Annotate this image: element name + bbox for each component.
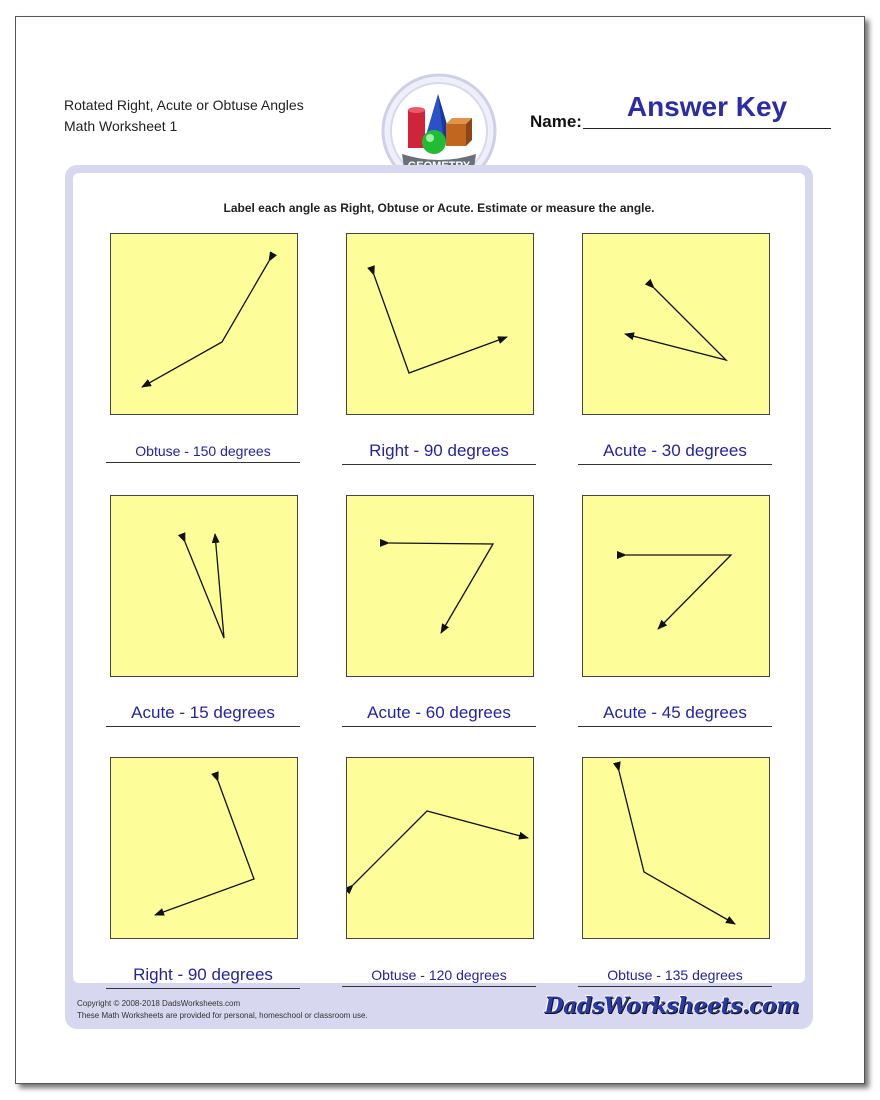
angle-box-6: [582, 495, 770, 677]
angle-rays-3: [625, 288, 726, 360]
angle-box-2: [346, 233, 534, 415]
angle-box-8: [346, 757, 534, 939]
angle-box-9: [582, 757, 770, 939]
answer-2: Right - 90 degrees: [342, 441, 536, 465]
name-label: Name:: [530, 112, 582, 131]
angle-box-4: [110, 495, 298, 677]
usage-notice: These Math Worksheets are provided for personal, homeschool or classroom use.: [77, 1011, 368, 1020]
angle-box-5: [346, 495, 534, 677]
angle-rays-7: [155, 781, 254, 915]
problem-area: [73, 173, 805, 983]
worksheet-title: Rotated Right, Acute or Obtuse Angles: [64, 97, 304, 113]
angle-rays-6: [626, 555, 731, 629]
angle-rays-2: [374, 275, 507, 373]
answer-key-heading: Answer Key: [626, 91, 788, 122]
instructions: Label each angle as Right, Obtuse or Acute. Estimate or measure the angle.: [223, 201, 655, 215]
worksheet-page: [15, 16, 865, 1084]
angle-rays-9: [619, 771, 735, 924]
angle-rays-8: [353, 811, 528, 885]
angle-box-1: [110, 233, 298, 415]
answer-1: Obtuse - 150 degrees: [106, 443, 300, 463]
angle-rays-4: [185, 534, 224, 638]
copyright-text: Copyright © 2008-2018 DadsWorksheets.com: [77, 999, 241, 1008]
angle-rays-5: [389, 543, 493, 633]
angle-box-7: [110, 757, 298, 939]
answer-4: Acute - 15 degrees: [106, 703, 300, 727]
name-line: [583, 128, 831, 129]
answer-3: Acute - 30 degrees: [578, 441, 772, 465]
angle-rays-1: [142, 261, 269, 387]
answer-6: Acute - 45 degrees: [578, 703, 772, 727]
answer-5: Acute - 60 degrees: [342, 703, 536, 727]
dadsworksheets-logo: DadsWorksheets.com: [544, 993, 799, 1019]
problem-frame: [65, 165, 813, 1029]
answer-9: Obtuse - 135 degrees: [578, 967, 772, 987]
answer-8: Obtuse - 120 degrees: [342, 967, 536, 987]
angle-box-3: [582, 233, 770, 415]
worksheet-subtitle: Math Worksheet 1: [64, 118, 178, 134]
answer-7: Right - 90 degrees: [106, 965, 300, 989]
footer-copyright: [77, 998, 368, 1022]
